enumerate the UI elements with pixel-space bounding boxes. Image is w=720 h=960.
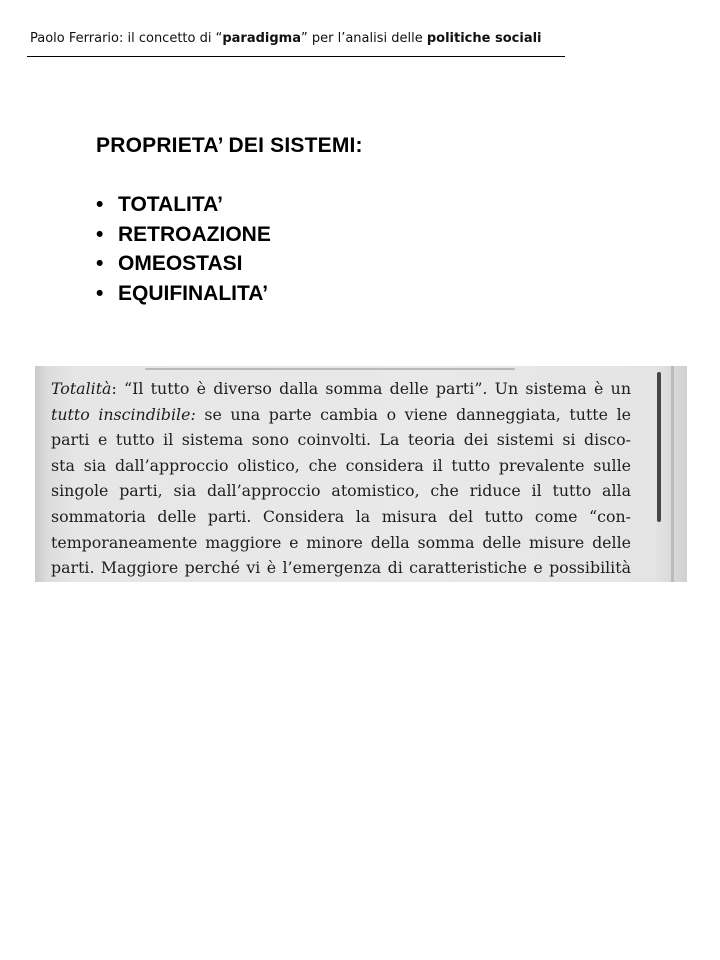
bullet-icon: • [96,193,104,216]
list-item [96,279,271,309]
page-fold-shadow [671,366,674,582]
scan-line: parti. Maggiore perché vi è l’emergenza di caratteristiche e possibilità [51,558,631,578]
properties-list [96,190,271,308]
scan-line: temporaneamente maggiore e minore della somma delle misure delle [51,532,631,552]
scanned-text-excerpt [35,366,687,582]
scan-line-text: se una parte cambia o viene danneggiata, tutte le [195,404,631,424]
bullet-text: EQUIFINALITA’ [118,281,269,305]
bullet-icon: • [96,252,104,275]
term-totalita: Totalità [51,379,112,398]
header-middle: ” per l’analisi delle [301,31,427,46]
header-keyword-paradigma: paradigma [222,31,301,46]
header-keyword-politiche: politiche sociali [426,31,542,46]
bullet-text: OMEOSTASI [118,252,243,275]
bullet-text: RETROAZIONE [118,222,271,246]
header-divider [27,56,565,57]
scan-line [51,402,631,428]
scan-line: sommatoria delle parti. Considera la misura del tutto come “con- [51,506,631,526]
scan-line: sta sia dall’approccio olistico, che considera il tutto prevalente sulle [51,455,631,475]
list-item [96,220,271,250]
list-item [96,190,271,220]
bullet-icon: • [96,222,104,246]
scan-line: parti e tutto il sistema sono coinvolti. La teoria dei sistemi si disco- [51,430,631,450]
term-tutto-inscindibile: tutto inscindibile: [51,404,196,424]
scan-line [51,376,631,402]
page-header [30,31,542,46]
list-item [96,249,271,279]
slide-title: PROPRIETA’ DEI SISTEMI: [96,134,363,157]
scan-edge-mark [145,368,515,370]
scan-line-text: : “Il tutto è diverso dalla somma delle parti”. Un sistema è un [111,379,631,398]
margin-pen-mark [657,372,661,522]
scan-paragraph [51,376,631,581]
bullet-text: TOTALITA’ [118,193,223,216]
scan-line: singole parti, sia dall’approccio atomistico, che riduce il tutto alla [51,481,631,501]
header-prefix: Paolo Ferrario: il concetto di “ [30,31,223,46]
bullet-icon: • [96,281,104,305]
